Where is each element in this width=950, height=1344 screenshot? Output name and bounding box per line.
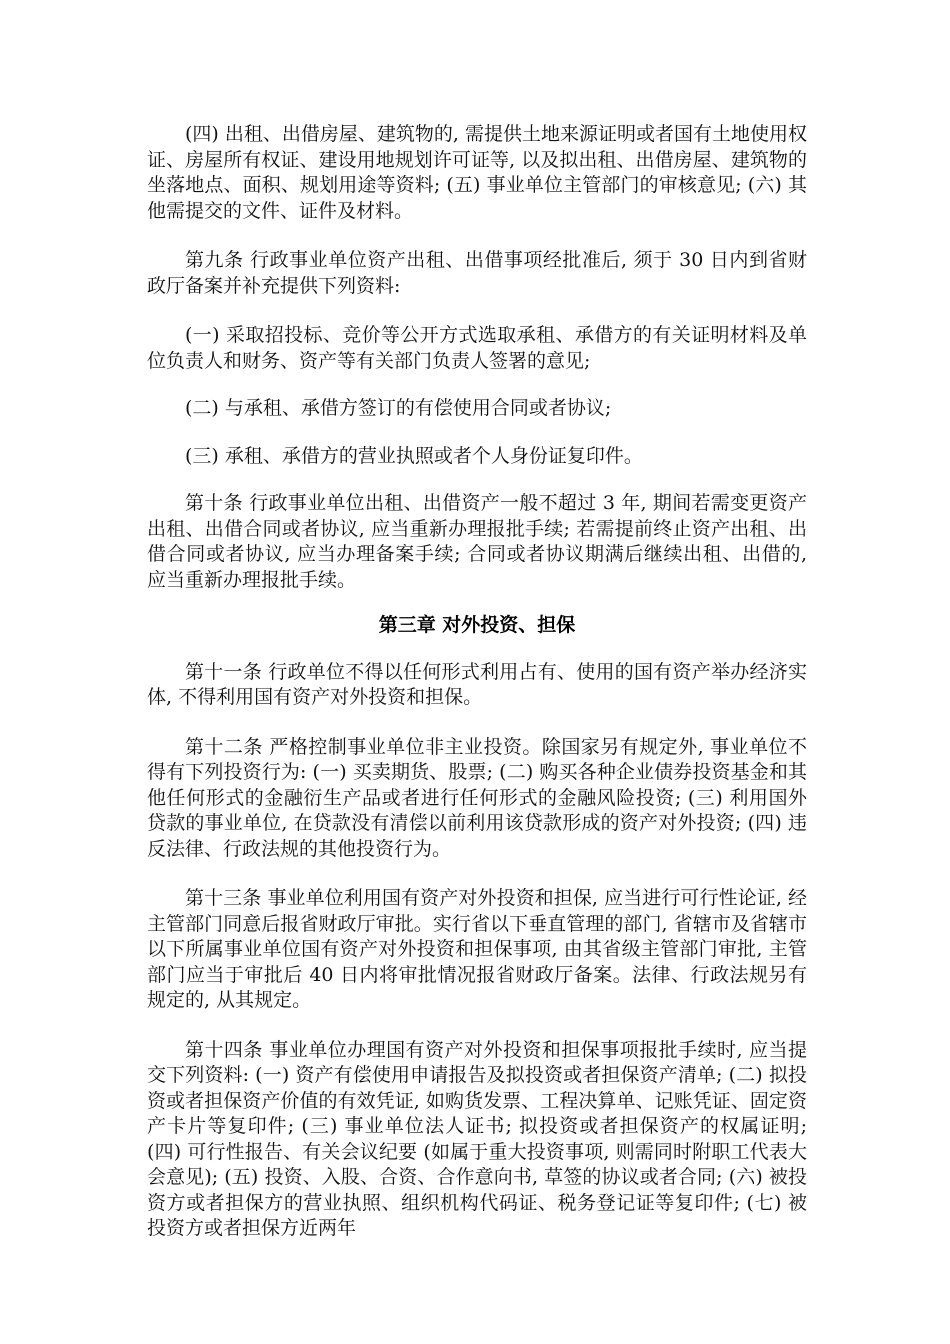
- article-9-item-1: (一) 采取招投标、竞价等公开方式选取承租、承借方的有关证明材料及单位负责人和财务、资产等有关部门负责人签署的意见;: [147, 324, 807, 372]
- article-12-paragraph: 第十二条 严格控制事业单位非主业投资。除国家另有规定外, 事业单位不得有下列投资行为: (一) 买卖期货、股票; (二) 购买各种企业债券投资基金和其他任何形式的金融衍生产品或者进行任何形式的金融风险投资; (三) 利用国外贷款的事业单位, 在贷款没有清偿以前利用该贷款形成的资产对外投资; (四) 违反法律、行政法规的其他投资行为。: [147, 735, 807, 860]
- article-9-item-2: (二) 与承租、承借方签订的有偿使用合同或者协议;: [185, 397, 612, 419]
- document-body: [147, 122, 807, 1242]
- article-9-paragraph: 第九条 行政事业单位资产出租、出借事项经批准后, 须于 30 日内到省财政厅备案并补充提供下列资料:: [147, 249, 807, 297]
- paragraph-item-4-continuation: (四) 出租、出借房屋、建筑物的, 需提供土地来源证明或者国有土地使用权证、房屋所有权证、建设用地规划许可证等, 以及拟出租、出借房屋、建筑物的坐落地点、面积、规划用途等资料; (五) 事业单位主管部门的审核意见; (六) 其他需提交的文件、证件及材料。: [147, 123, 807, 222]
- article-14-paragraph: 第十四条 事业单位办理国有资产对外投资和担保事项报批手续时, 应当提交下列资料: (一) 资产有偿使用申请报告及拟投资或者担保资产清单; (二) 拟投资或者担保资产价值的有效凭证, 如购货发票、工程决算单、记账凭证、固定资产卡片等复印件; (三) 事业单位法人证书; 拟投资或者担保资产的权属证明; (四) 可行性报告、有关会议纪要 (如属于重大投资事项, 则需同时附职工代表大会意见); (五) 投资、入股、合资、合作意向书, 草签的协议或者合同; (六) 被投资方或者担保方的营业执照、组织机构代码证、税务登记证等复印件; (七) 被投资方或者担保方近两年: [147, 1038, 807, 1239]
- article-9-item-3: (三) 承租、承借方的营业执照或者个人身份证复印件。: [185, 444, 643, 467]
- chapter-title: 第三章 对外投资、担保: [378, 614, 576, 636]
- article-13-paragraph: 第十三条 事业单位利用国有资产对外投资和担保, 应当进行可行性论证, 经主管部门同意后报省财政厅审批。实行省以下垂直管理的部门, 省辖市及省辖市以下所属事业单位国有资产对外投资和担保事项, 由其省级主管部门审批, 主管部门应当于审批后 40 日内将审批情况报省财政厅备案。法律、行政法规另有规定的, 从其规定。: [147, 887, 807, 1011]
- article-10-paragraph: 第十条 行政事业单位出租、出借资产一般不超过 3 年, 期间若需变更资产出租、出借合同或者协议, 应当重新办理报批手续; 若需提前终止资产出租、出借合同或者协议, 应当办理备案手续; 合同或者协议期满后继续出租、出借的, 应当重新办理报批手续。: [147, 492, 807, 591]
- article-11-paragraph: 第十一条 行政单位不得以任何形式利用占有、使用的国有资产举办经济实体, 不得利用国有资产对外投资和担保。: [147, 660, 807, 708]
